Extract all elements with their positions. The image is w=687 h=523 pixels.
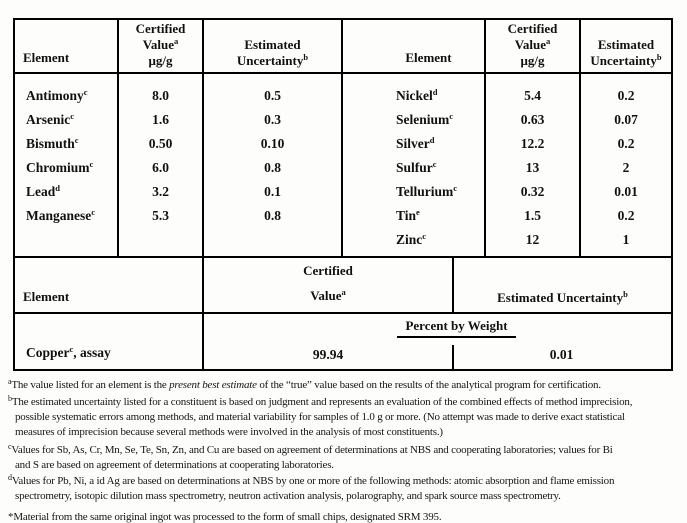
uncertainty-value: 0.10 [260,136,285,151]
footnote-ref-b: b [656,52,662,62]
percent-by-weight-label: Percent by Weight [223,318,687,338]
certified-value: 0.63 [520,112,545,127]
footnote-d: $^d$Values for Pb, Ni, a id Ag are based on determinations at NBS by one or more of the following methods: atomic absorption and flame emission spectrometry, isotopic dilution mass spectrometry, neutron activation analysis, polarography, and spark source mass spectrometry. [8,473,615,502]
element-name: Chromium$^c$ [26,159,94,175]
certified-value: 0.50 [148,136,173,151]
footnote-marker: * [8,511,14,523]
uncertainty-value: 0.2 [617,208,635,223]
footnote-ref: c [91,207,96,217]
header-line: Value$^a$ [142,36,179,52]
header-unit-label: μg/g [520,53,545,68]
assay-table-header [15,258,671,314]
italic-phrase: present best estimate [169,379,257,391]
footnote-ref: d [432,87,438,97]
certified-value: 99.94 [312,347,344,362]
header-line: Estimated [597,37,655,52]
uncertainty-value: 0.5 [264,88,281,103]
assay-header-element: Element [23,289,70,304]
footnote-b: $^b$The estimated uncertainty listed for a constituent is based on judgment and represents an evaluation of the combined effects of method imprecision, possible systematic errors among methods, and material variability for samples of 1.0 g or more. (No attempt was made to derive exact statistical measures of imprecision because several methods were involved in the analysis of most constituents.) [8,394,633,438]
header-line: Certified [135,21,186,36]
footnote-ref: c [422,231,427,241]
footnote-asterisk: *Material from the same original ingot was processed to the form of small chips, designated SRM 395. [8,511,442,523]
micrograms-table-section [15,20,671,258]
footnote-ref-b: b [623,289,628,299]
footnote-c: $^c$Values for Sb, As, Cr, Mn, Se, Te, Sn, Zn, and Cu are based on agreement of determinations at NBS and cooperating laboratories; values for Bi and S are based on agreement of determinations at cooperating laboratories. [8,442,613,471]
element-name: Antimony$^c$ [26,87,88,103]
element-name: Copper$^c$, assay [15,314,204,369]
uncertainty-value: 2 [622,160,630,175]
footnote-marker: d [8,473,12,482]
header-label: Element [23,50,70,65]
column-header-certified-value-left [117,20,202,74]
assay-header-estimated-uncertainty: Estimated Uncertainty$^b$ [452,258,671,313]
uncertainty-value: 0.2 [617,136,635,151]
footnote-ref: c [89,159,94,169]
certified-value: 1.5 [524,208,541,223]
footnote-ref-a: a [546,36,551,46]
element-name: Nickel$^d$ [396,87,438,103]
certified-value: 5.3 [152,208,169,223]
certified-value: 5.4 [524,88,541,103]
uncertainty-value: 0.01 [549,347,574,362]
certified-value: 1.6 [152,112,169,127]
column-header-estimated-uncertainty-left [202,20,341,74]
element-name: Silver$^d$ [396,135,435,151]
header-line: Value$^a$ [310,287,346,303]
element-name: Tin$^e$ [396,207,420,223]
certified-value: 0.32 [520,184,545,199]
certified-value: 12.2 [520,136,545,151]
certified-value-column-left [117,74,202,256]
footnote-ref: c [432,159,437,169]
element-name: Bismuth$^c$ [26,135,79,151]
uncertainty-value: 0.2 [617,88,635,103]
header-line: Value$^a$ [514,36,551,52]
footnote-a: $^a$The value listed for an element is the present best estimate of the “true” value based on the results of the analytical program for certification. [8,377,601,391]
uncertainty-value: 0.8 [264,160,281,175]
certified-value: 8.0 [152,88,169,103]
element-name-column-right [341,74,484,256]
element-name-column-left [15,74,117,256]
header-line: Certified [507,21,558,36]
certified-value: 6.0 [152,160,169,175]
uncertainty-value: 0.3 [264,112,281,127]
column-header-element-right [341,20,484,74]
footnote-ref-a: a [174,36,179,46]
header-line: Certified [303,263,353,278]
footnote-ref-b: b [303,52,309,62]
footnote-marker: c [8,442,12,451]
footnotes [8,378,682,523]
footnote-ref: c [449,111,454,121]
footnote-ref: e [416,207,420,217]
footnote-ref: c [83,87,88,97]
footnote-ref: c [70,111,75,121]
footnote-marker: a [8,377,12,386]
element-name: Tellurium$^c$ [396,183,458,199]
element-name: Arsenic$^c$ [26,111,75,127]
header-unit-label: μg/g [148,53,173,68]
certified-value: 12 [525,232,540,247]
footnote-ref: c [69,344,74,354]
uncertainty-column-left [202,74,341,256]
uncertainty-value: 0.07 [614,112,638,127]
element-name: Selenium$^c$ [396,111,454,127]
element-name: Lead$^d$ [26,183,60,199]
certified-value-column-right [484,74,579,256]
footnote-ref: d [429,135,435,145]
certified-value: 13 [525,160,540,175]
element-name: Zinc$^c$ [396,231,427,247]
footnote-ref: d [55,183,60,193]
uncertainty-value: 0.01 [614,184,638,199]
column-header-certified-value-right [484,20,579,74]
certified-values-table [13,18,673,371]
element-name: Manganese$^c$ [26,207,96,223]
footnote-ref: c [74,135,79,145]
element-name: Sulfur$^c$ [396,159,437,175]
column-header-element-left [15,20,117,74]
header-line: Uncertainty$^b$ [236,52,309,68]
column-header-estimated-uncertainty-right [579,20,671,74]
header-label: Element [405,50,452,65]
header-line: Uncertainty$^b$ [590,52,662,68]
uncertainty-value: 1 [622,232,630,247]
header-line: Estimated [244,37,301,52]
uncertainty-value: 0.1 [264,184,281,199]
uncertainty-value: 0.8 [264,208,281,223]
footnote-ref-a: a [341,287,346,297]
certified-value: 3.2 [152,184,169,199]
footnote-ref: c [453,183,458,193]
assay-table-row [15,314,671,369]
footnote-marker: b [8,394,12,403]
assay-values-area [204,314,671,369]
assay-header-certified-value [202,258,452,313]
uncertainty-column-right [579,74,671,256]
